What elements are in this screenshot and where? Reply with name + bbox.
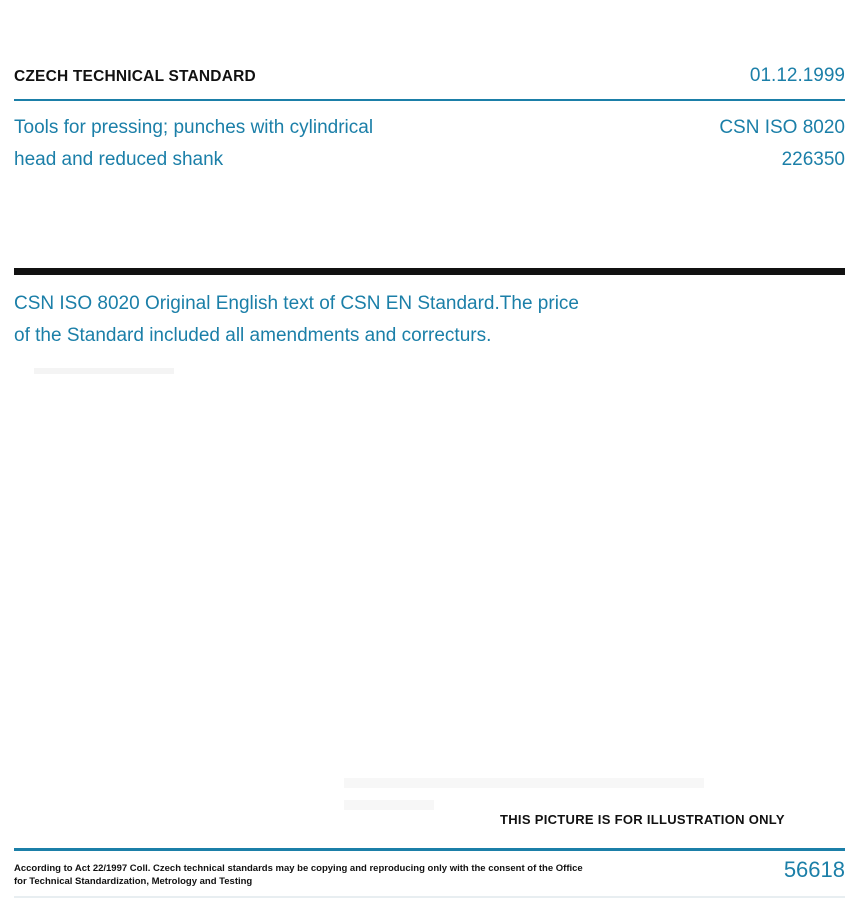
document-header xyxy=(14,65,845,96)
abstract-line-1: CSN ISO 8020 Original English text of CSN EN Standard.The price xyxy=(14,293,579,314)
footer-divider xyxy=(14,848,845,851)
illustration-area xyxy=(14,360,845,830)
abstract-line-2: of the Standard included all amendments and correcturs. xyxy=(14,325,492,346)
standard-type-label: CZECH TECHNICAL STANDARD xyxy=(14,68,256,85)
document-number: 56618 xyxy=(783,857,845,882)
footer-legal-line-1: According to Act 22/1997 Coll. Czech technical standards may be copying and reproducing only with the consent of the Office xyxy=(14,863,583,874)
footer-legal-line-2: for Technical Standardization, Metrology and Testing xyxy=(14,876,253,887)
document-title xyxy=(14,112,484,176)
footer-legal-note xyxy=(14,862,614,888)
title-line-2: head and reduced shank xyxy=(14,149,224,170)
faint-mark-top xyxy=(34,368,174,374)
faint-mark-middle xyxy=(344,778,704,788)
publication-date: 01.12.1999 xyxy=(749,65,845,86)
standard-code xyxy=(515,112,845,176)
illustration-disclaimer: THIS PICTURE IS FOR ILLUSTRATION ONLY xyxy=(500,812,785,827)
title-line-1: Tools for pressing; punches with cylindrical xyxy=(14,117,374,138)
standard-code-line-1: CSN ISO 8020 xyxy=(719,117,845,138)
standard-code-line-2: 226350 xyxy=(781,149,845,170)
footer-bottom-edge xyxy=(14,896,845,898)
header-divider xyxy=(14,99,845,101)
section-divider xyxy=(14,268,845,275)
abstract-text xyxy=(14,288,694,352)
faint-mark-lower xyxy=(344,800,434,810)
document-content xyxy=(14,0,845,914)
